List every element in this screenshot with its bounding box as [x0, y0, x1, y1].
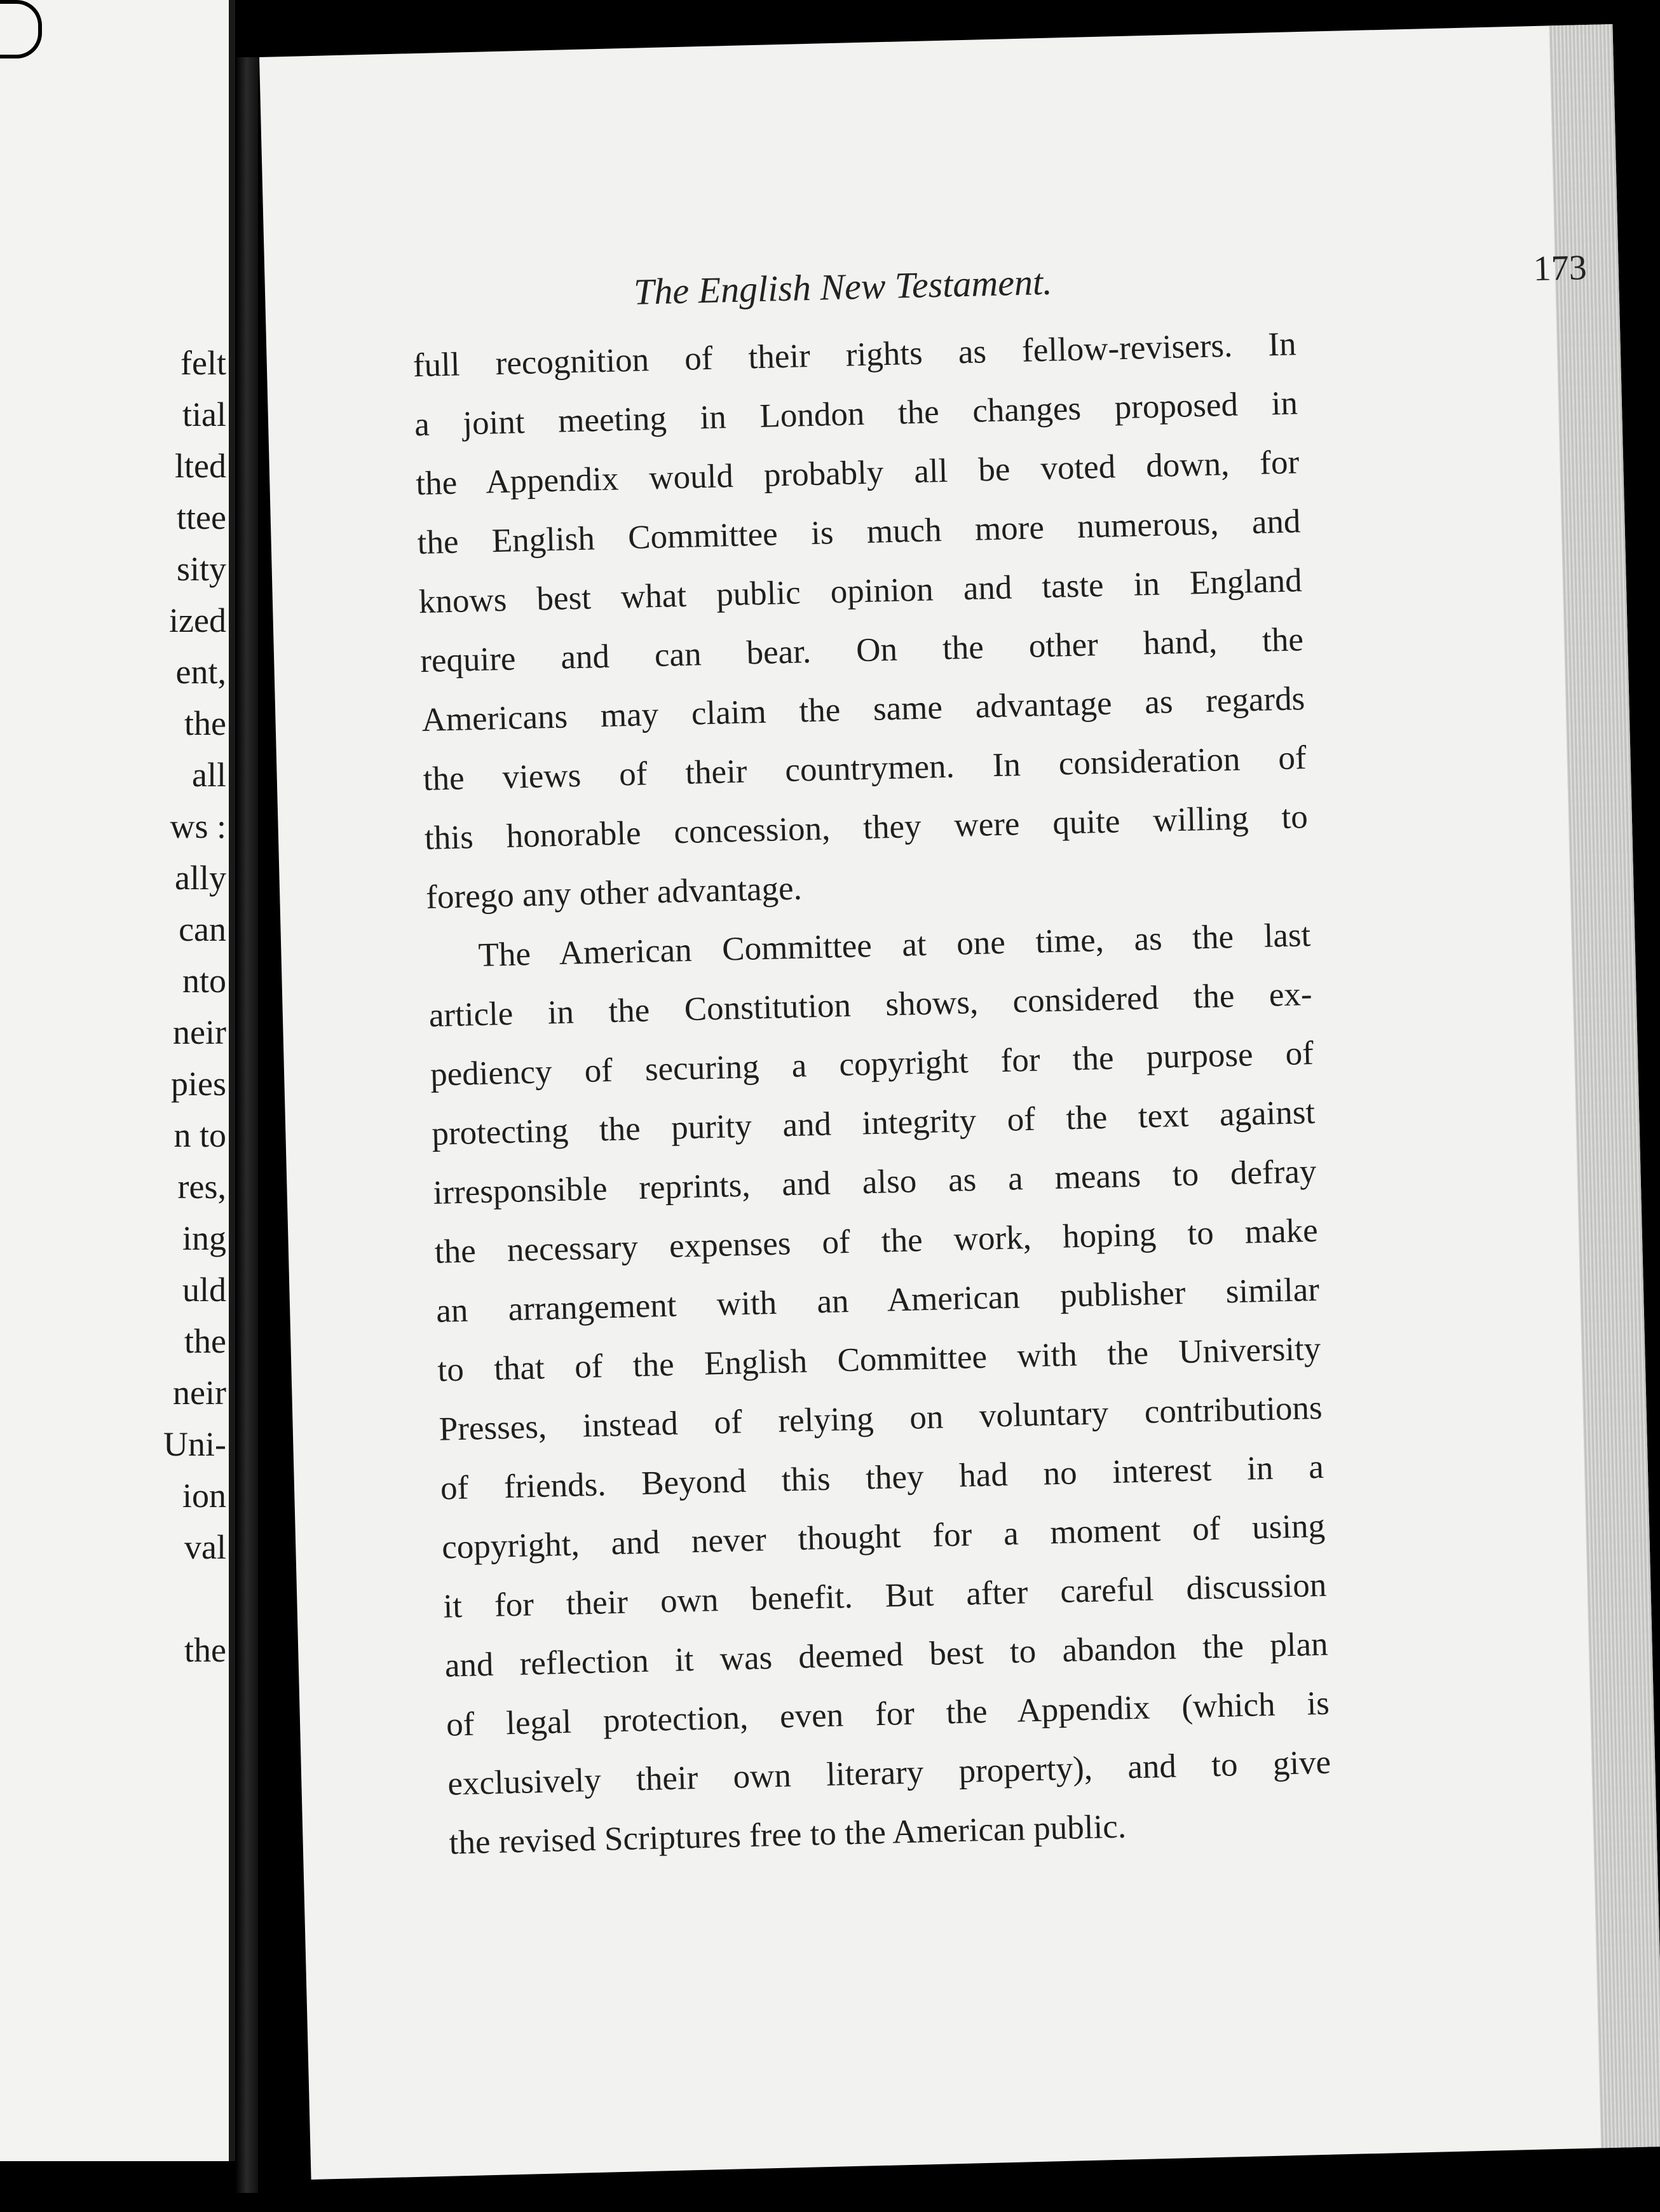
text-line: a joint meeting in London the changes proposed in — [414, 385, 1298, 444]
left-page-fragment: sity — [176, 550, 226, 588]
book-gutter — [235, 57, 258, 2193]
left-page-fragment: nto — [182, 962, 226, 1000]
text-line: of legal protection, even for the Appendix (which is — [446, 1684, 1330, 1744]
text-line: forego any other advantage. — [425, 870, 803, 916]
running-title: The English New Testament. — [633, 261, 1053, 313]
text-line: copyright, and never thought for a moment of using — [441, 1507, 1326, 1566]
left-page-fragment: ally — [175, 859, 226, 897]
text-line: this honorable concession, they were quite willing to — [424, 798, 1309, 857]
left-page-fragment: neir — [173, 1013, 226, 1051]
page-corner-curl — [0, 0, 42, 58]
text-line: the Appendix would probably all be voted down, for — [415, 444, 1300, 503]
right-page — [259, 24, 1660, 2180]
left-page-fragment: pies — [171, 1065, 226, 1103]
running-head — [633, 247, 1587, 313]
page-edges — [1549, 24, 1660, 2148]
left-page-fragment: uld — [182, 1271, 226, 1309]
text-line: the necessary expenses of the work, hoping to make — [434, 1212, 1319, 1271]
text-line: pediency of securing a copyright for the purpose of — [430, 1034, 1314, 1093]
left-page-fragment: res, — [177, 1168, 226, 1206]
left-page-fragment: all — [192, 756, 226, 794]
left-page-fragment: ing — [182, 1219, 226, 1257]
text-line: the revised Scriptures free to the American public. — [449, 1808, 1127, 1862]
text-line: the views of their countrymen. In consideration of — [423, 739, 1307, 798]
body-text — [412, 315, 1333, 1873]
left-page-fragment: ws : — [170, 807, 226, 845]
left-page-fragment: lted — [175, 447, 226, 485]
text-line: to that of the English Committee with the University — [437, 1330, 1321, 1389]
text-line: require and can bear. On the other hand, the — [419, 621, 1304, 680]
paragraph — [412, 315, 1310, 927]
left-page-fragment: n to — [173, 1116, 226, 1154]
text-line: protecting the purity and integrity of the text against — [431, 1093, 1316, 1152]
left-page-fragment: ized — [169, 601, 226, 639]
left-page-fragment: felt — [180, 344, 226, 382]
left-page-fragment: can — [179, 910, 226, 948]
text-line: full recognition of their rights as fellow-revisers. In — [412, 325, 1297, 385]
text-line: Americans may claim the same advantage as regards — [421, 680, 1305, 739]
left-page-fragment: val — [184, 1528, 226, 1566]
text-line: an arrangement with an American publisher similar — [435, 1271, 1320, 1330]
left-page-fragment: the — [184, 1631, 226, 1669]
text-line: irresponsible reprints, and also as a means to defray — [433, 1152, 1317, 1212]
text-line: the English Committee is much more numerous, and — [417, 503, 1302, 562]
left-page-fragment: ent, — [175, 653, 226, 691]
text-line: article in the Constitution shows, considered the ex- — [428, 975, 1313, 1034]
left-page-fragment: tial — [182, 395, 226, 434]
left-page-fragment: the — [184, 1322, 226, 1360]
text-line: and reflection it was deemed best to abandon the plan — [444, 1625, 1329, 1684]
left-page — [0, 0, 235, 2161]
text-line: The American Committee at one time, as the last — [477, 917, 1311, 974]
left-page-fragment: the — [184, 704, 226, 742]
text-line: knows best what public opinion and taste in England — [418, 562, 1303, 621]
left-page-fragment: Uni- — [163, 1425, 226, 1463]
left-page-fragment: ttee — [177, 498, 226, 536]
paragraph — [427, 906, 1333, 1873]
text-line: Presses, instead of relying on voluntary contributions — [439, 1389, 1323, 1448]
text-line: of friends. Beyond this they had no interest in a — [440, 1448, 1324, 1507]
page-number: 173 — [1532, 248, 1588, 289]
text-line: it for their own benefit. But after careful discussion — [442, 1566, 1327, 1625]
left-page-fragment: neir — [173, 1374, 226, 1412]
left-page-fragment: ion — [182, 1477, 226, 1515]
text-line: exclusively their own literary property), and to give — [447, 1744, 1331, 1803]
